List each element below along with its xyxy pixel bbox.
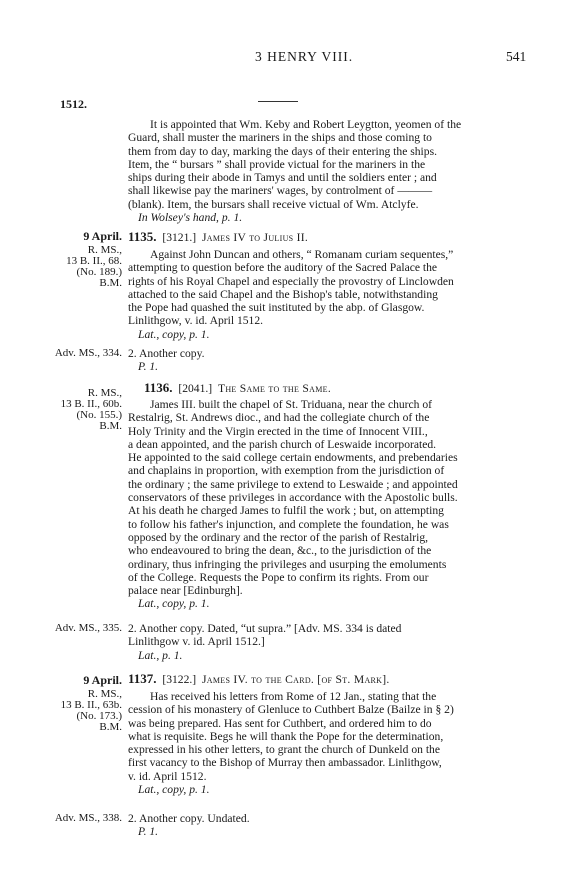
entry-footer: Lat., copy, p. 1. — [138, 597, 210, 611]
entry-number: 1136. — [144, 380, 173, 395]
text-line: Against John Duncan and others, “ Romanam curiam sequentes,” — [150, 248, 454, 261]
text-line: At his death he charged James to fulfil the work ; but, on attempting — [128, 504, 444, 518]
text-line: to follow his father's injunction, and complete the foundation, he was — [128, 517, 449, 531]
text-line: 2. Another copy. Dated, “ut supra.” [Adv. MS. 334 is dated — [128, 622, 402, 635]
text-line: Linlithgow v. id. April 1512.] — [128, 635, 265, 649]
text-line: first vacancy to the Bishop of Murray then ambassador. Linlithgow, — [128, 756, 442, 770]
year-marker: 1512. — [60, 97, 87, 111]
entry-heading-1137 — [128, 672, 528, 687]
text-line: v. id. April 1512. — [128, 769, 207, 783]
entry-footer: Lat., copy, p. 1. — [138, 327, 210, 341]
entry-number: 1135. — [128, 229, 157, 244]
another-copy-335 — [128, 622, 526, 662]
entry-heading-1135 — [128, 230, 528, 245]
text-line: the Pope had quashed the suit instituted by the abp. of Glasgow. — [128, 301, 425, 315]
entry-body-1137 — [128, 690, 526, 796]
text-line: was being prepared. Has sent for Cuthbert, and ordered him to do — [128, 716, 432, 730]
ms-ref: (No. 189.) — [76, 266, 122, 278]
margin-note-1136 — [50, 388, 122, 432]
ms-ref: 13 B. II., 63b. — [60, 699, 122, 711]
text-line: Holy Trinity and the Virgin erected in the time of Innocent VIII., — [128, 424, 428, 438]
text-line: Linlithgow, v. id. April 1512. — [128, 314, 264, 328]
text-line: Item, the “ bursars ” shall provide victual for the mariners in the — [128, 157, 426, 171]
another-copy-334 — [128, 347, 526, 374]
ms-ref: Adv. MS., 338. — [54, 812, 122, 824]
entry-date: 9 April. — [83, 673, 122, 687]
text-line: attempting to question before the auditory of the Sacred Palace the — [128, 261, 438, 275]
text-line: 2. Another copy. — [128, 347, 205, 360]
entry-footer: Lat., copy, p. 1. — [138, 783, 210, 797]
text-line: (blank). Item, the bursars shall receive victual of Wm. Atclyfe. — [128, 197, 419, 211]
entry-bracket: [3122.] — [162, 673, 197, 686]
intro-footer: In Wolsey's hand, p. 1. — [138, 211, 243, 225]
another-copy-338 — [128, 812, 526, 839]
running-header: 3 HENRY VIII. — [255, 49, 354, 64]
text-line: what is requisite. Begs he will thank the Pope for the determination, — [128, 729, 444, 743]
entry-title: James IV to Julius II. — [201, 231, 309, 244]
ms-ref: 13 B. II., 60b. — [60, 398, 122, 410]
ms-ref: (No. 155.) — [76, 409, 122, 421]
entry-title: James IV. to the Card. [of St. Mark]. — [201, 673, 390, 686]
ms-ref: R. MS., — [87, 387, 122, 399]
text-line: Has received his letters from Rome of 12 Jan., stating that the — [150, 690, 437, 703]
entry-footer: Lat., p. 1. — [138, 648, 183, 662]
text-line: He appointed to the said college certain endowments, and prebendaries — [128, 451, 458, 465]
text-line: cession of his monastery of Glenluce to Cuthbert Balze (Bailze in § 2) — [128, 703, 454, 717]
page-number: 541 — [506, 49, 527, 64]
ms-ref: Adv. MS., 335. — [54, 622, 122, 634]
text-line: 2. Another copy. Undated. — [128, 812, 250, 825]
ms-ref: B.M. — [99, 277, 122, 289]
entry-number: 1137. — [128, 671, 157, 686]
margin-note-adv-338 — [50, 813, 122, 824]
text-line: Restalrig, St. Andrews dioc., and had the collegiate church of the — [128, 411, 430, 425]
text-line: Guard, shall muster the mariners in the ships and those coming to — [128, 131, 432, 145]
entry-title: The Same to the Same. — [217, 382, 332, 395]
entry-date: 9 April. — [83, 229, 122, 243]
text-line: ordinary, thus infringing the privileges and usurping the emoluments — [128, 557, 447, 571]
text-line: opposed by the ordinary and the rector of the parish of Restalrig, — [128, 530, 429, 544]
header-rule — [258, 101, 298, 102]
ms-ref: (No. 173.) — [76, 710, 122, 722]
margin-note-1135 — [50, 229, 122, 289]
text-line: and chaplains in proportion, with exemption from the jurisdiction of — [128, 464, 445, 478]
text-line: of the College. Requests the Pope to confirm its rights. From our — [128, 570, 429, 584]
text-line: ships during their abode in Tamys and until the soldiers enter ; and — [128, 171, 437, 185]
entry-footer: P. 1. — [138, 360, 159, 374]
ms-ref: Adv. MS., 334. — [54, 347, 122, 359]
text-line: rights of his Royal Chapel and especially the provostry of Linclowden — [128, 274, 454, 288]
margin-note-adv-334 — [50, 348, 122, 359]
text-line: attached to the said Chapel and the Bishop's table, notwithstanding — [128, 287, 438, 301]
text-line: James III. built the chapel of St. Triduana, near the church of — [150, 398, 433, 411]
text-line: shall likewise pay the mariners' wages, by controlment of ——— — [128, 184, 433, 198]
entry-body-1135 — [128, 248, 526, 341]
ms-ref: 13 B. II., 68. — [66, 255, 122, 267]
text-line: expressed in his other letters, to grant the church of Dunkeld on the — [128, 743, 440, 757]
ms-ref: B.M. — [99, 420, 122, 432]
text-line: them from day to day, marking the days of their entering the ships. — [128, 144, 437, 158]
ms-ref: B.M. — [99, 721, 122, 733]
text-line: the ordinary ; the same privilege to extend to Leswaide ; and appointed — [128, 477, 458, 491]
entry-bracket: [2041.] — [178, 382, 213, 395]
text-line: It is appointed that Wm. Keby and Robert Leygtton, yeomen of the — [150, 118, 462, 131]
margin-note-adv-335 — [50, 623, 122, 634]
entry-footer: P. 1. — [138, 825, 159, 839]
intro-paragraph — [128, 118, 526, 224]
margin-note-1137 — [50, 673, 122, 733]
ms-ref: R. MS., — [87, 244, 122, 256]
entry-heading-1136 — [128, 381, 528, 396]
text-line: conservators of these privileges in accordance with the Apostolic bulls. — [128, 491, 458, 505]
text-line: palace near [Edinburgh]. — [128, 584, 243, 598]
text-line: a dean appointed, and the parish church of Leswaide incorporated. — [128, 437, 437, 451]
ms-ref: R. MS., — [87, 688, 122, 700]
entry-body-1136 — [128, 398, 526, 611]
entry-bracket: [3121.] — [162, 231, 197, 244]
text-line: who endeavoured to bring the dean, &c., to the jurisdiction of the — [128, 544, 432, 558]
